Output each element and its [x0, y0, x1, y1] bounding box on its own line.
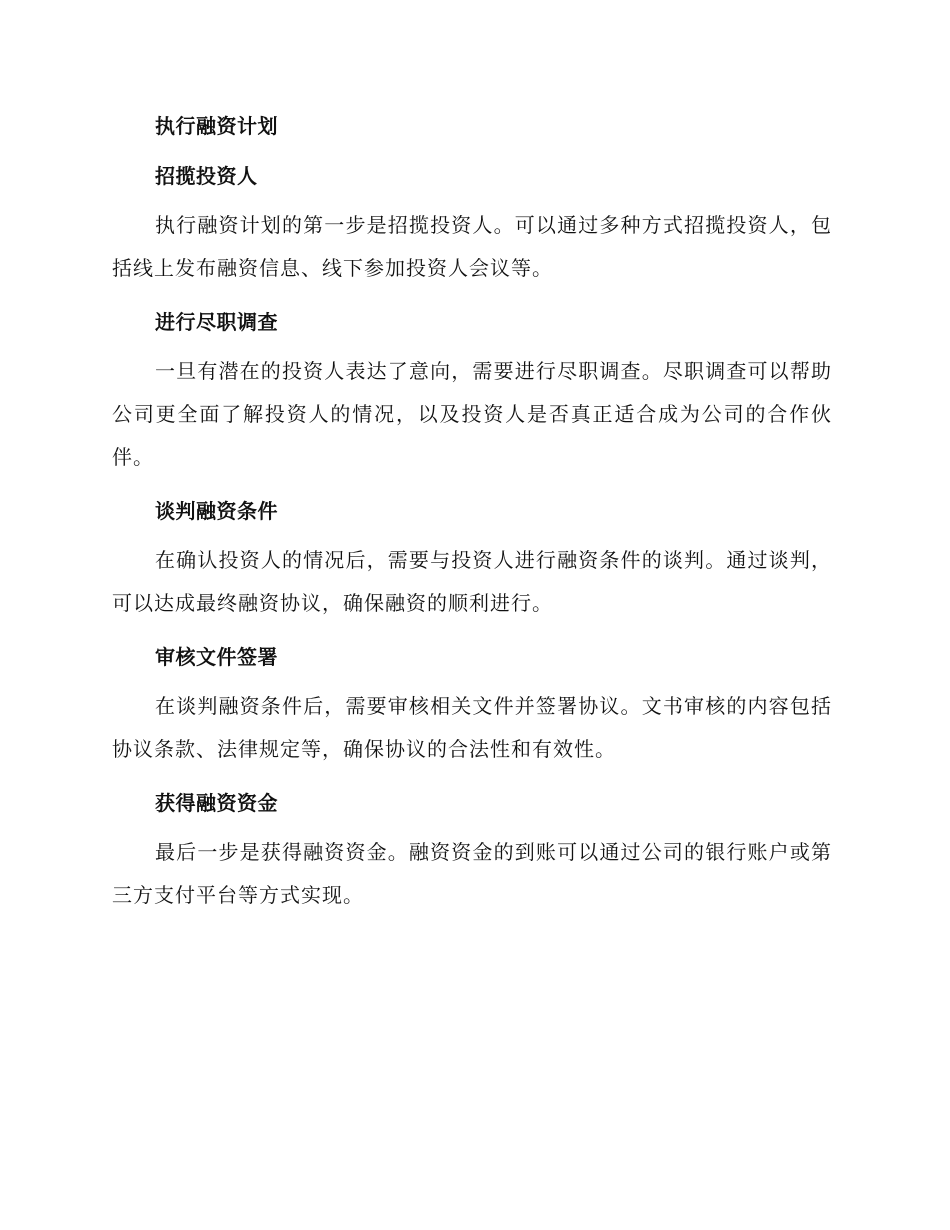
section-paragraph-review-sign: 在谈判融资条件后，需要审核相关文件并签署协议。文书审核的内容包括协议条款、法律规定等，确保协议的合法性和有效性。	[112, 694, 832, 761]
section-paragraph-due-diligence: 一旦有潜在的投资人表达了意向，需要进行尽职调查。尽职调查可以帮助公司更全面了解投资人的情况，以及投资人是否真正适合成为公司的合作伙伴。	[112, 359, 832, 469]
section-paragraph-obtain-funds: 最后一步是获得融资资金。融资资金的到账可以通过公司的银行账户或第三方支付平台等方式实现。	[112, 840, 832, 907]
section-heading-review-sign: 审核文件签署	[155, 645, 278, 669]
section-paragraph-negotiate-terms: 在确认投资人的情况后，需要与投资人进行融资条件的谈判。通过谈判，可以达成最终融资协议，确保融资的顺利进行。	[112, 548, 832, 615]
section-heading-obtain-funds: 获得融资资金	[155, 791, 278, 815]
section-paragraph-recruit-investors: 执行融资计划的第一步是招揽投资人。可以通过多种方式招揽投资人，包括线上发布融资信息、线下参加投资人会议等。	[112, 213, 832, 280]
document-body	[112, 108, 832, 917]
section-heading-negotiate-terms: 谈判融资条件	[155, 499, 278, 523]
section-heading-due-diligence: 进行尽职调查	[155, 310, 278, 334]
section-heading-recruit-investors: 招揽投资人	[155, 164, 258, 188]
document-title: 执行融资计划	[155, 114, 278, 138]
